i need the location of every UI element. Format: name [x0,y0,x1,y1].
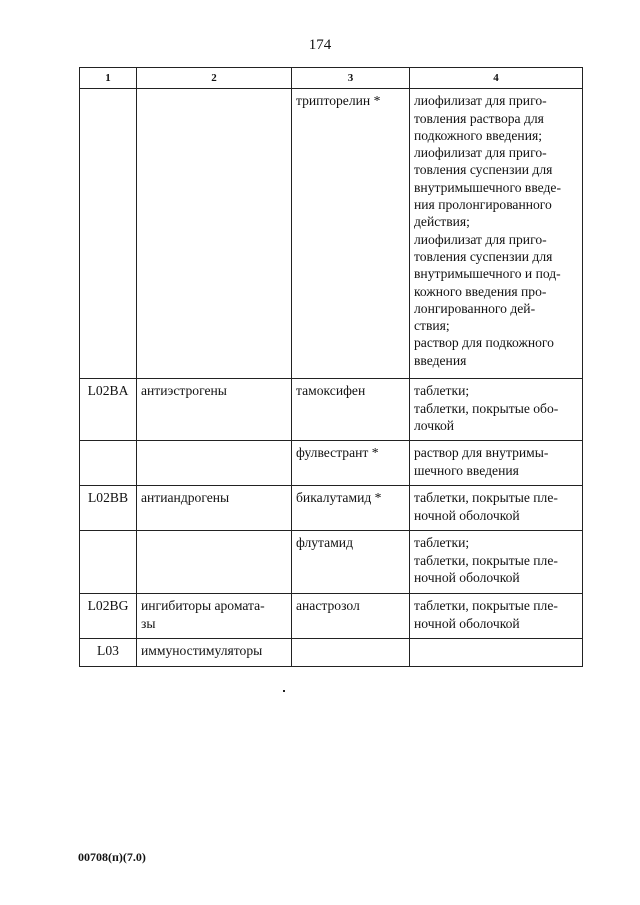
table-row [80,639,583,667]
group-name-cell: антиандрогены [137,486,292,531]
drug-name-cell: фулвестрант * [292,441,410,486]
dosage-forms-cell: таблетки, покрытые пле- ночной оболочкой [410,486,583,531]
document-footer-code: 00708(п)(7.0) [78,850,146,864]
table-row [80,531,583,594]
dosage-forms-cell: таблетки; таблетки, покрытые обо- лочкой [410,379,583,441]
column-header: 4 [410,68,583,89]
group-name-cell [137,89,292,379]
drug-name-cell: трипторелин * [292,89,410,379]
table-row [80,89,583,379]
drug-name-cell: анастрозол [292,594,410,639]
group-name-cell: антиэстрогены [137,379,292,441]
atc-code-cell [80,531,137,594]
group-name-cell [137,531,292,594]
drug-name-cell: флутамид [292,531,410,594]
dosage-forms-cell: таблетки, покрытые пле- ночной оболочкой [410,594,583,639]
column-header: 1 [80,68,137,89]
drug-name-cell: бикалутамид * [292,486,410,531]
atc-code-cell: L02BG [80,594,137,639]
dosage-forms-cell: таблетки; таблетки, покрытые пле- ночной оболочкой [410,531,583,594]
dosage-forms-cell: лиофилизат для приго- товления раствора для подкожного введения; лиофилизат для приго- товления суспензии для внутримышечного введе- ния пролонгированного действия; лиофилизат для приго- товления суспензии для внутримышечного и под- кожного введения про- лонгированного дей- ствия; раствор для подкожного введения [410,89,583,379]
atc-code-cell: L02BB [80,486,137,531]
group-name-cell: иммуностимуляторы [137,639,292,667]
table-row [80,486,583,531]
column-header: 2 [137,68,292,89]
atc-code-cell [80,441,137,486]
scan-speck [283,690,285,692]
drug-classification-table [79,67,583,667]
group-name-cell: ингибиторы аромата- зы [137,594,292,639]
table-header-row [80,68,583,89]
page-number: 174 [308,37,332,53]
table-row [80,594,583,639]
dosage-forms-cell: раствор для внутримы- шечного введения [410,441,583,486]
drug-name-cell: тамоксифен [292,379,410,441]
table-row [80,379,583,441]
atc-code-cell: L02BA [80,379,137,441]
dosage-forms-cell [410,639,583,667]
atc-code-cell: L03 [80,639,137,667]
drug-name-cell [292,639,410,667]
group-name-cell [137,441,292,486]
table-row [80,441,583,486]
atc-code-cell [80,89,137,379]
column-header: 3 [292,68,410,89]
